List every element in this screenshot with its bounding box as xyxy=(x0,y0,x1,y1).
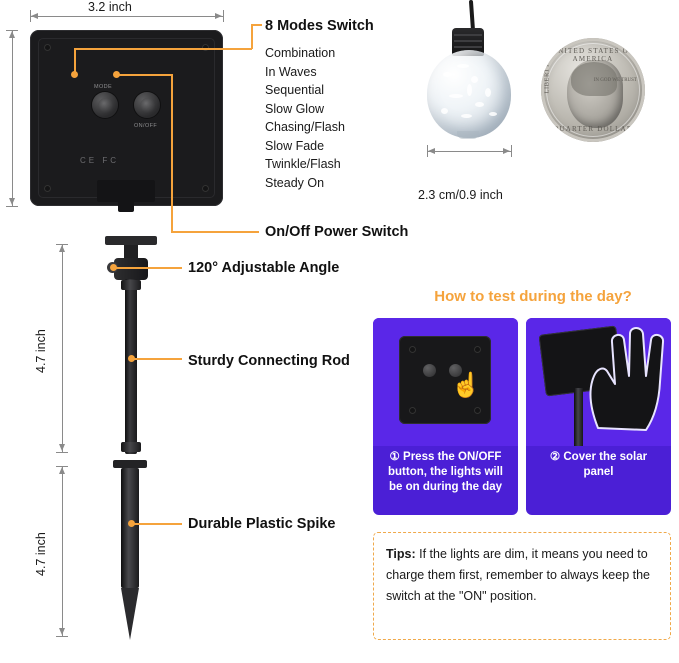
modes-title: 8 Modes Switch xyxy=(265,18,374,34)
plastic-spike-illustration xyxy=(95,460,165,645)
dim-spike-tick-bottom xyxy=(56,636,68,637)
mode-callout-line-up xyxy=(251,24,253,49)
test-card-1-caption: ① Press the ON/OFF button, the lights will be on during the day xyxy=(388,451,503,493)
plastic-spike-label: Durable Plastic Spike xyxy=(188,516,336,532)
dim-height-arrow-up xyxy=(9,31,15,38)
mini-mode-button xyxy=(423,364,436,377)
bulb-base-tip xyxy=(457,131,479,139)
dim-height-arrow-down xyxy=(9,198,15,205)
power-callout-line-h2 xyxy=(171,231,259,233)
spike-head xyxy=(113,460,147,468)
rod-collar xyxy=(121,442,141,452)
dim-height-tick-bottom xyxy=(6,206,18,207)
power-callout-line-h1 xyxy=(116,74,172,76)
tips-text-wrapper xyxy=(386,544,658,607)
test-card-1-photo xyxy=(373,318,518,446)
mode-list-item: Slow Fade xyxy=(265,138,325,153)
dim-spike-arrow-up xyxy=(59,467,65,474)
dim-bulb-arrow-left xyxy=(428,148,435,154)
dim-rod-arrow-down xyxy=(59,444,65,451)
mode-button-cap xyxy=(98,98,113,113)
dim-rod-length-label: 4.7 inch xyxy=(34,329,48,373)
power-button-label: ON/OFF xyxy=(134,123,158,129)
certification-marks: CE FC xyxy=(80,156,119,165)
rod-shaft xyxy=(125,279,137,454)
tips-label: Tips: xyxy=(386,547,416,561)
bulb-cap-ring xyxy=(454,40,482,42)
mode-button[interactable] xyxy=(92,92,118,118)
dim-spike-arrow-down xyxy=(59,628,65,635)
screw-icon xyxy=(44,44,51,51)
mode-list-item: In Waves xyxy=(265,64,317,79)
test-card-cover-panel xyxy=(526,318,671,515)
angle-callout-line xyxy=(114,267,182,269)
power-callout-line-v xyxy=(171,74,173,232)
power-button[interactable] xyxy=(134,92,160,118)
coin-trust-text: IN GOD WE TRUST xyxy=(593,78,637,83)
connecting-rod-label: Sturdy Connecting Rod xyxy=(188,353,350,369)
dim-spike-line xyxy=(62,466,63,636)
bulb-globe xyxy=(427,50,511,138)
dim-width-arrow-left xyxy=(31,13,38,19)
screw-icon xyxy=(44,185,51,192)
quarter-coin-illustration xyxy=(541,38,645,142)
tips-box xyxy=(373,532,671,640)
rod-joint xyxy=(114,258,148,280)
mode-callout-line-horizontal xyxy=(74,48,252,50)
mode-list-item: Combination xyxy=(265,46,336,60)
mode-list-item: Twinkle/Flash xyxy=(265,157,341,171)
test-card-press-button xyxy=(373,318,518,515)
glove-hand-icon xyxy=(584,324,670,432)
dim-rod-tick-bottom xyxy=(56,452,68,453)
pointing-hand-icon: ☝ xyxy=(451,372,481,399)
mode-callout-line-vertical xyxy=(74,48,76,74)
dim-width-arrow-right xyxy=(215,13,222,19)
mode-list-item: Sequential xyxy=(265,83,325,97)
box-mount-stem xyxy=(118,198,134,212)
dim-height-line xyxy=(12,30,13,206)
mode-list-item: Steady On xyxy=(265,175,325,190)
rod-head xyxy=(105,236,157,245)
dim-rod-line xyxy=(62,244,63,452)
dim-rod-arrow-up xyxy=(59,245,65,252)
coin-text-top: UNITED STATES OF AMERICA xyxy=(551,47,635,63)
test-card-2-photo xyxy=(526,318,671,446)
rod-callout-line xyxy=(132,358,182,360)
coin-liberty-text: LIBERTY xyxy=(543,62,551,94)
coin-text-bottom: QUARTER DOLLAR xyxy=(553,125,633,133)
dim-width-tick-right xyxy=(223,10,224,22)
screw-icon xyxy=(202,185,209,192)
mode-list-item: Chasing/Flash xyxy=(265,120,345,134)
mode-button-label: MODE xyxy=(94,84,113,90)
connecting-rod-illustration xyxy=(95,236,165,456)
mode-callout-line-top xyxy=(251,24,262,26)
dim-bulb-tick-right xyxy=(511,145,512,157)
power-button-cap xyxy=(140,98,155,113)
tips-body: If the lights are dim, it means you need to charge them first, remember to always keep the switch at the "ON" position. xyxy=(386,547,651,603)
dim-bulb-width-label: 2.3 cm/0.9 inch xyxy=(418,188,503,202)
rod-neck xyxy=(124,245,138,259)
power-switch-label: On/Off Power Switch xyxy=(265,224,409,240)
control-box-illustration xyxy=(30,30,223,206)
rod-collar xyxy=(121,280,141,290)
solar-panel-pole xyxy=(574,388,583,446)
spike-callout-line xyxy=(132,523,182,525)
spike-body xyxy=(121,468,139,588)
bulb-cap-ring xyxy=(454,46,482,48)
adjustable-angle-label: 120° Adjustable Angle xyxy=(188,260,340,276)
modes-list xyxy=(265,44,345,192)
dim-box-width-label: 3.2 inch xyxy=(88,0,132,14)
test-card-2-caption: ② Cover the solar panel xyxy=(549,451,648,478)
dim-bulb-arrow-right xyxy=(503,148,510,154)
control-box-inner-frame xyxy=(38,38,215,198)
dim-spike-length-label: 4.7 inch xyxy=(34,532,48,576)
howto-title: How to test during the day? xyxy=(434,288,632,305)
dim-bulb-line xyxy=(427,151,511,152)
bulb-cap-ring xyxy=(454,34,482,36)
spike-tip xyxy=(121,588,139,640)
mode-list-item: Slow Glow xyxy=(265,101,325,116)
dim-width-line xyxy=(30,16,223,17)
